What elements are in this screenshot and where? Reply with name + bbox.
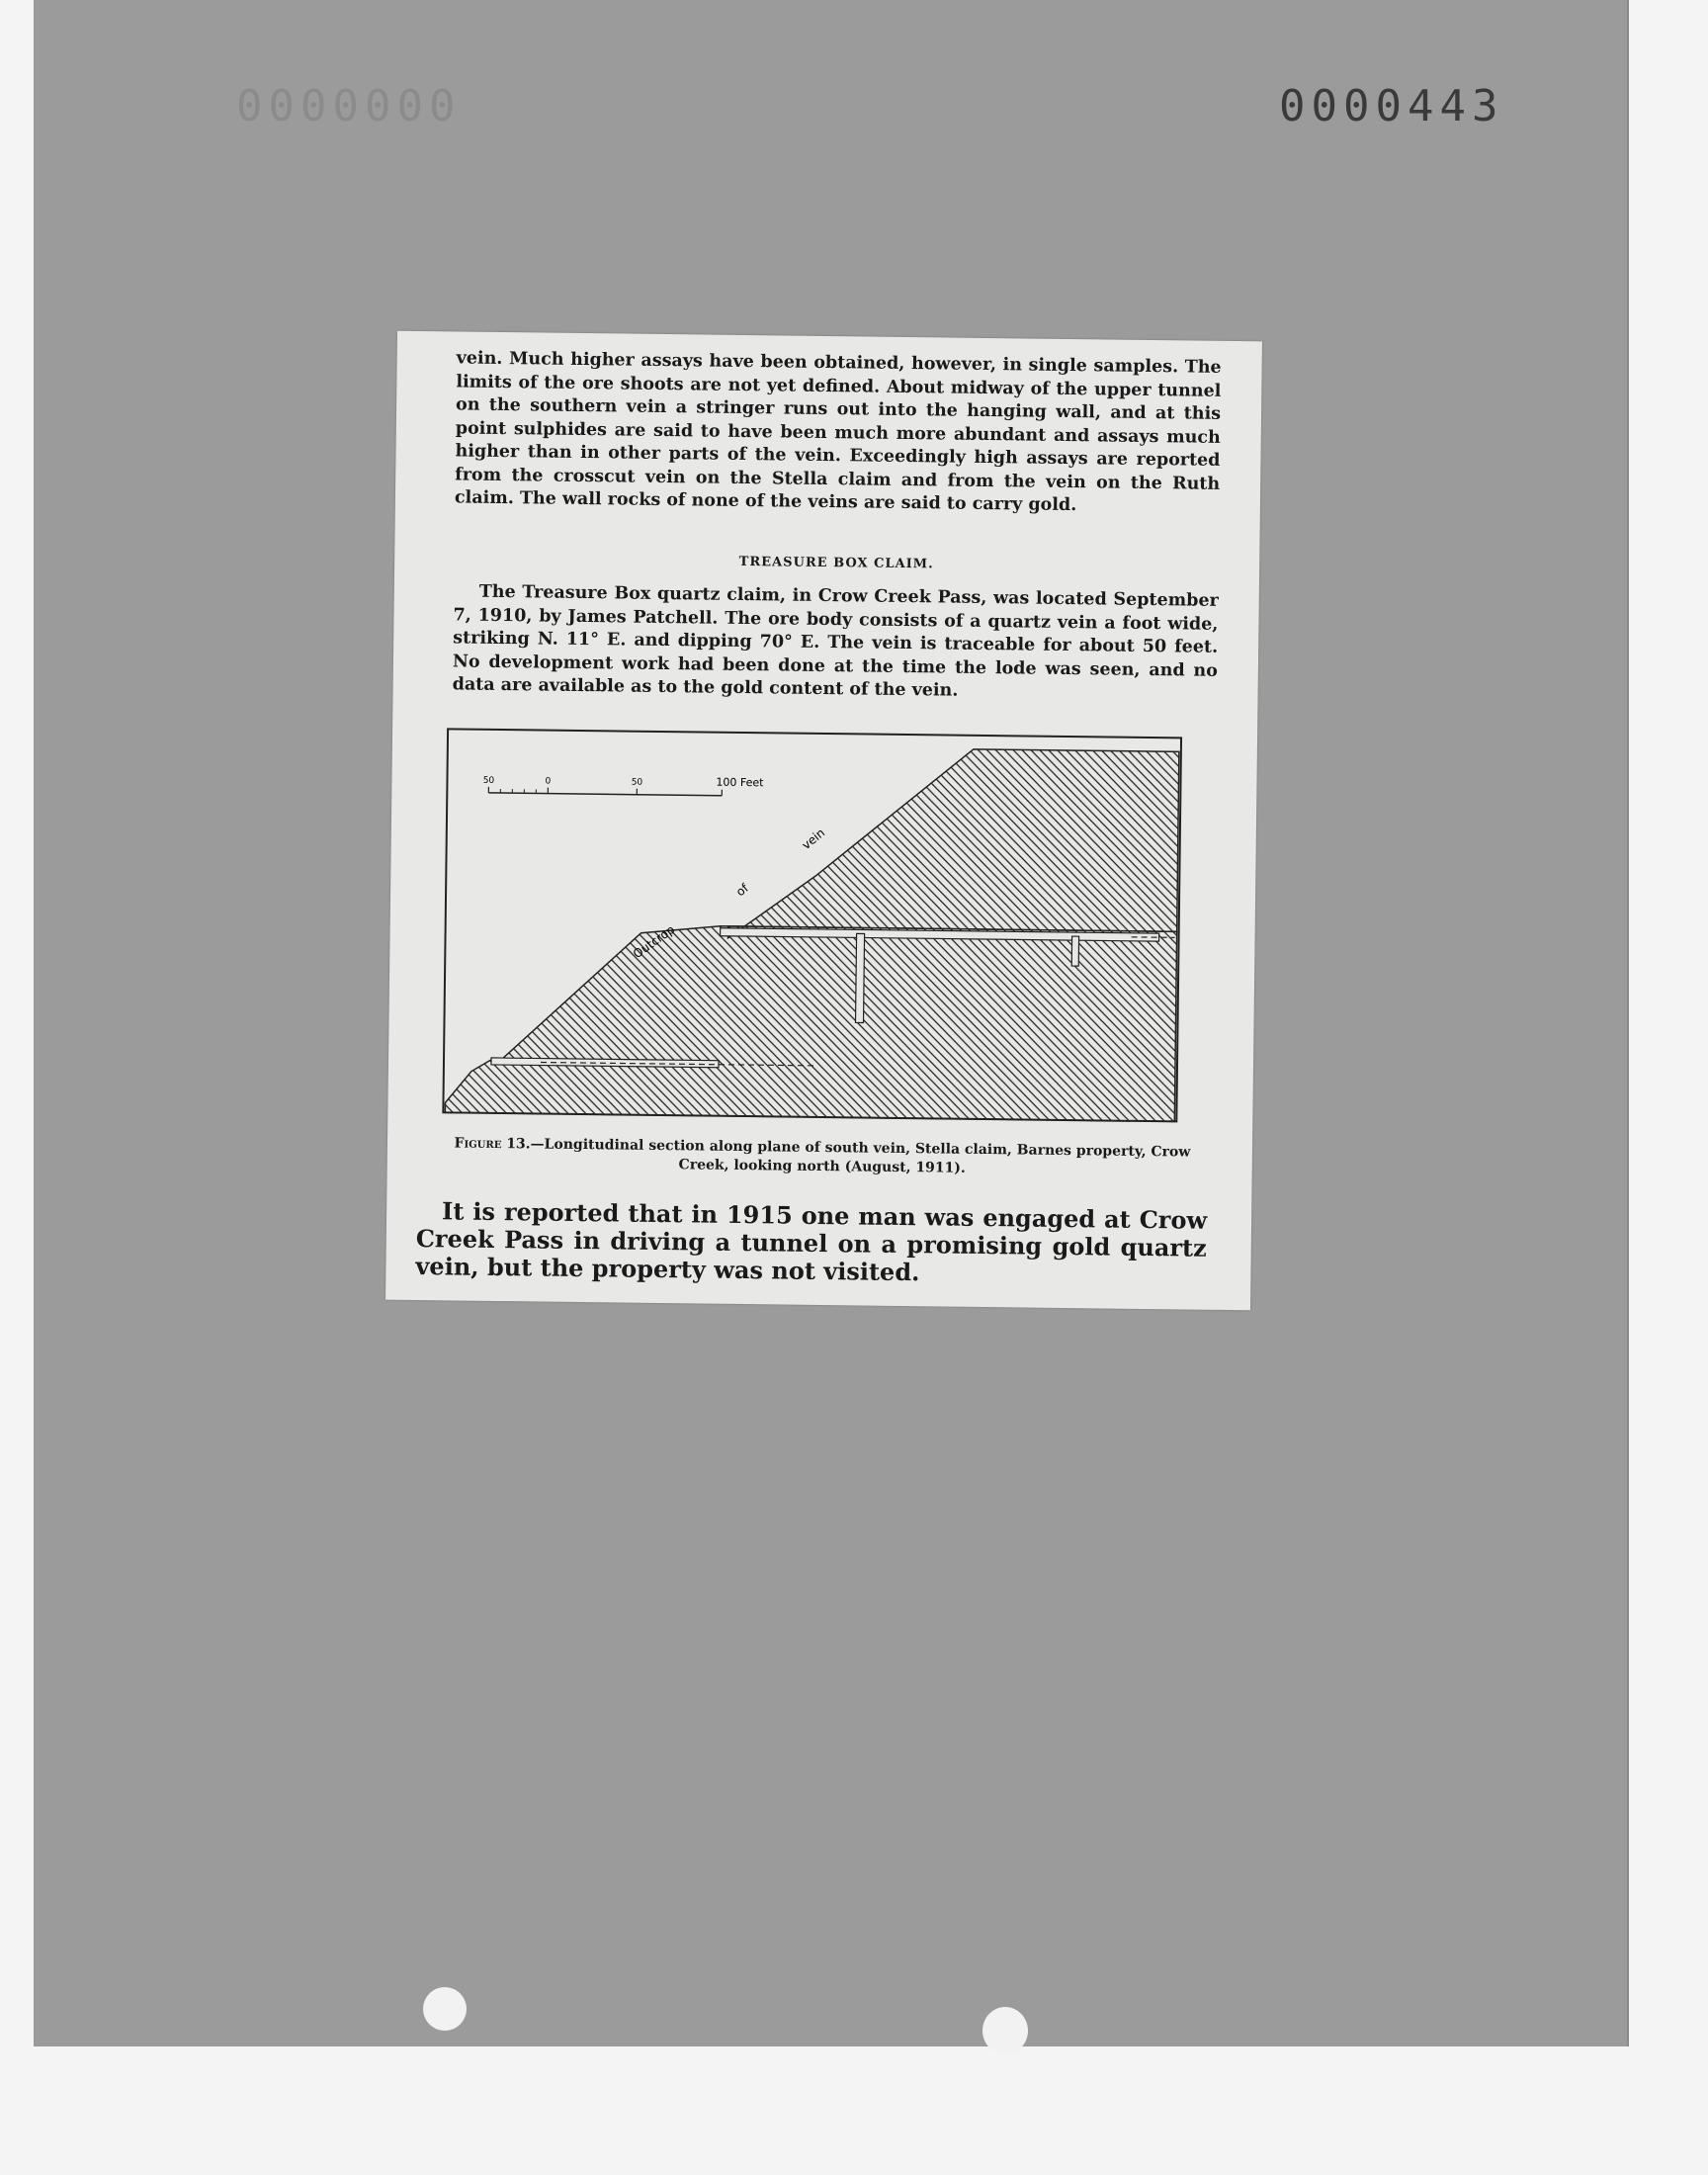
figure-caption <box>427 1134 1218 1181</box>
section-heading: TREASURE BOX CLAIM. <box>738 554 934 572</box>
paragraph-continuation: vein. Much higher assays have been obtained, however, in single samples. The limits of the ore shoots are not yet defined. About midway of the upper tunnel on the southern vein a stringer runs out into the hanging wall, and at this point sulphides are said to have been much more abundant and assays much higher than in other parts of the vein. Exceedingly high assays are reported from the crosscut vein on the Stella claim and from the vein on the Ruth claim. The wall rocks of none of the veins are said to carry gold. <box>454 348 1222 516</box>
label-of: of <box>733 881 751 900</box>
scale-tick-100-feet: 100 Feet <box>716 775 764 790</box>
section-diagram-svg <box>441 727 1183 1123</box>
label-outcrop: Outcrop <box>630 921 678 962</box>
paper-notch <box>982 2007 1028 2054</box>
figure-caption-lead: Figure 13. <box>454 1135 531 1153</box>
scale-tick-50: 50 <box>631 777 643 788</box>
label-vein: vein <box>799 826 828 853</box>
paragraph-treasure-box: The Treasure Box quartz claim, in Crow Creek Pass, was located September 7, 1910, by James Patchell. The ore body consists of a quartz vein a foot wide, striking N. 11° E. and dipping 70° E. The vein is traceable for about 50 feet. No development work had been done at the time the lode was seen, and no data are available as to the gold content of the vein. <box>452 581 1219 701</box>
punch-hole <box>423 1987 467 2031</box>
scale-bar <box>483 773 765 796</box>
page-stamp-number: 0000443 <box>1279 81 1504 131</box>
upper-vein-block <box>728 746 1179 944</box>
winze-right <box>1071 936 1078 966</box>
newspaper-clipping <box>385 331 1262 1311</box>
scale-tick-50-left: 50 <box>482 775 495 786</box>
figure-section-diagram <box>441 727 1183 1123</box>
paragraph-1915-report: It is reported that in 1915 one man was engaged at Crow Creek Pass in driving a tunnel on a promising gold quartz vein, but the property was not visited. <box>415 1196 1208 1287</box>
backing-sheet <box>34 0 1629 2046</box>
scale-tick-0: 0 <box>545 776 552 787</box>
figure-caption-text: —Longitudinal section along plane of south vein, Stella claim, Barnes property, Crow Creek, looking north (August, 1911). <box>530 1136 1191 1176</box>
winze-left <box>856 933 865 1022</box>
lower-vein-block <box>445 922 1176 1121</box>
faint-stamp-number: 0000000 <box>236 81 462 131</box>
